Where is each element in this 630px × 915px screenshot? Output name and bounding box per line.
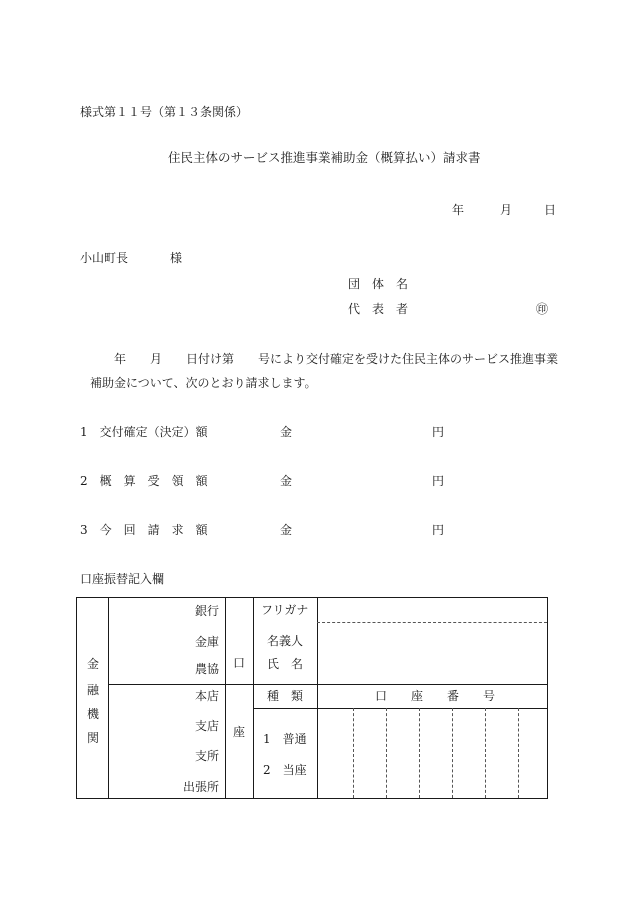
institution-label-char: 金 [87,657,100,671]
item-kin-2: 金 [280,474,293,488]
branch-type-office: 出張所 [183,780,220,794]
divider [108,598,109,798]
divider [108,684,547,685]
institution-label-char: 関 [87,731,100,745]
digit-divider [419,708,420,798]
item-yen-1: 円 [432,425,445,439]
item-label-3: 3 今 回 請 求 額 [80,523,208,537]
furigana-divider [317,622,547,623]
bank-type-credit: 金庫 [195,635,220,649]
item-label-2: 2 概 算 受 領 額 [80,474,208,488]
holder-label: 名義人 [267,634,304,648]
institution-label-char: 機 [87,707,100,721]
digit-divider [452,708,453,798]
bank-type-agri: 農協 [195,662,220,676]
account-table [76,597,548,799]
holder-name-label: 氏 名 [267,657,304,671]
digit-divider [518,708,519,798]
item-label-1: 1 交付確定（決定）額 [80,425,208,439]
body-line-2: 補助金について、次のとおり請求します。 [90,376,317,390]
divider [253,708,547,709]
item-kin-1: 金 [280,425,293,439]
date-year: 年 [452,203,465,217]
branch-type-branch: 支店 [195,719,220,733]
account-label-char: 口 [233,656,246,670]
representative-label: 代 表 者 [348,302,409,316]
digit-divider [485,708,486,798]
addressee-name: 小山町長 [80,251,129,265]
document-title: 住民主体のサービス推進事業補助金（概算払い）請求書 [168,150,481,165]
digit-divider [353,708,354,798]
seal-mark: ㊞ [536,302,549,316]
account-type-ordinary: 1 普通 [263,732,307,746]
item-yen-3: 円 [432,523,445,537]
institution-label-char: 融 [87,683,100,697]
account-type-label: 種 類 [267,689,304,703]
branch-type-main: 本店 [195,689,220,703]
account-label-char: 座 [233,725,246,739]
item-yen-2: 円 [432,474,445,488]
form-number: 様式第１１号（第１３条関係） [80,105,249,119]
account-type-current: 2 当座 [263,763,307,777]
branch-type-sub: 支所 [195,749,220,763]
item-kin-3: 金 [280,523,293,537]
bank-type-bank: 銀行 [195,604,220,618]
addressee-honorific: 様 [170,251,183,265]
date-day: 日 [544,203,557,217]
account-section-title: 口座振替記入欄 [80,572,165,586]
furigana-label: フリガナ [261,603,309,617]
divider [253,598,254,798]
divider [225,598,226,798]
digit-divider [386,708,387,798]
body-line-1: 年 月 日付け第 号により交付確定を受けた住民主体のサービス推進事業 [114,352,559,366]
account-number-label: 口 座 番 号 [375,689,496,703]
organization-label: 団 体 名 [348,277,409,291]
divider [317,598,318,798]
date-month: 月 [500,203,513,217]
